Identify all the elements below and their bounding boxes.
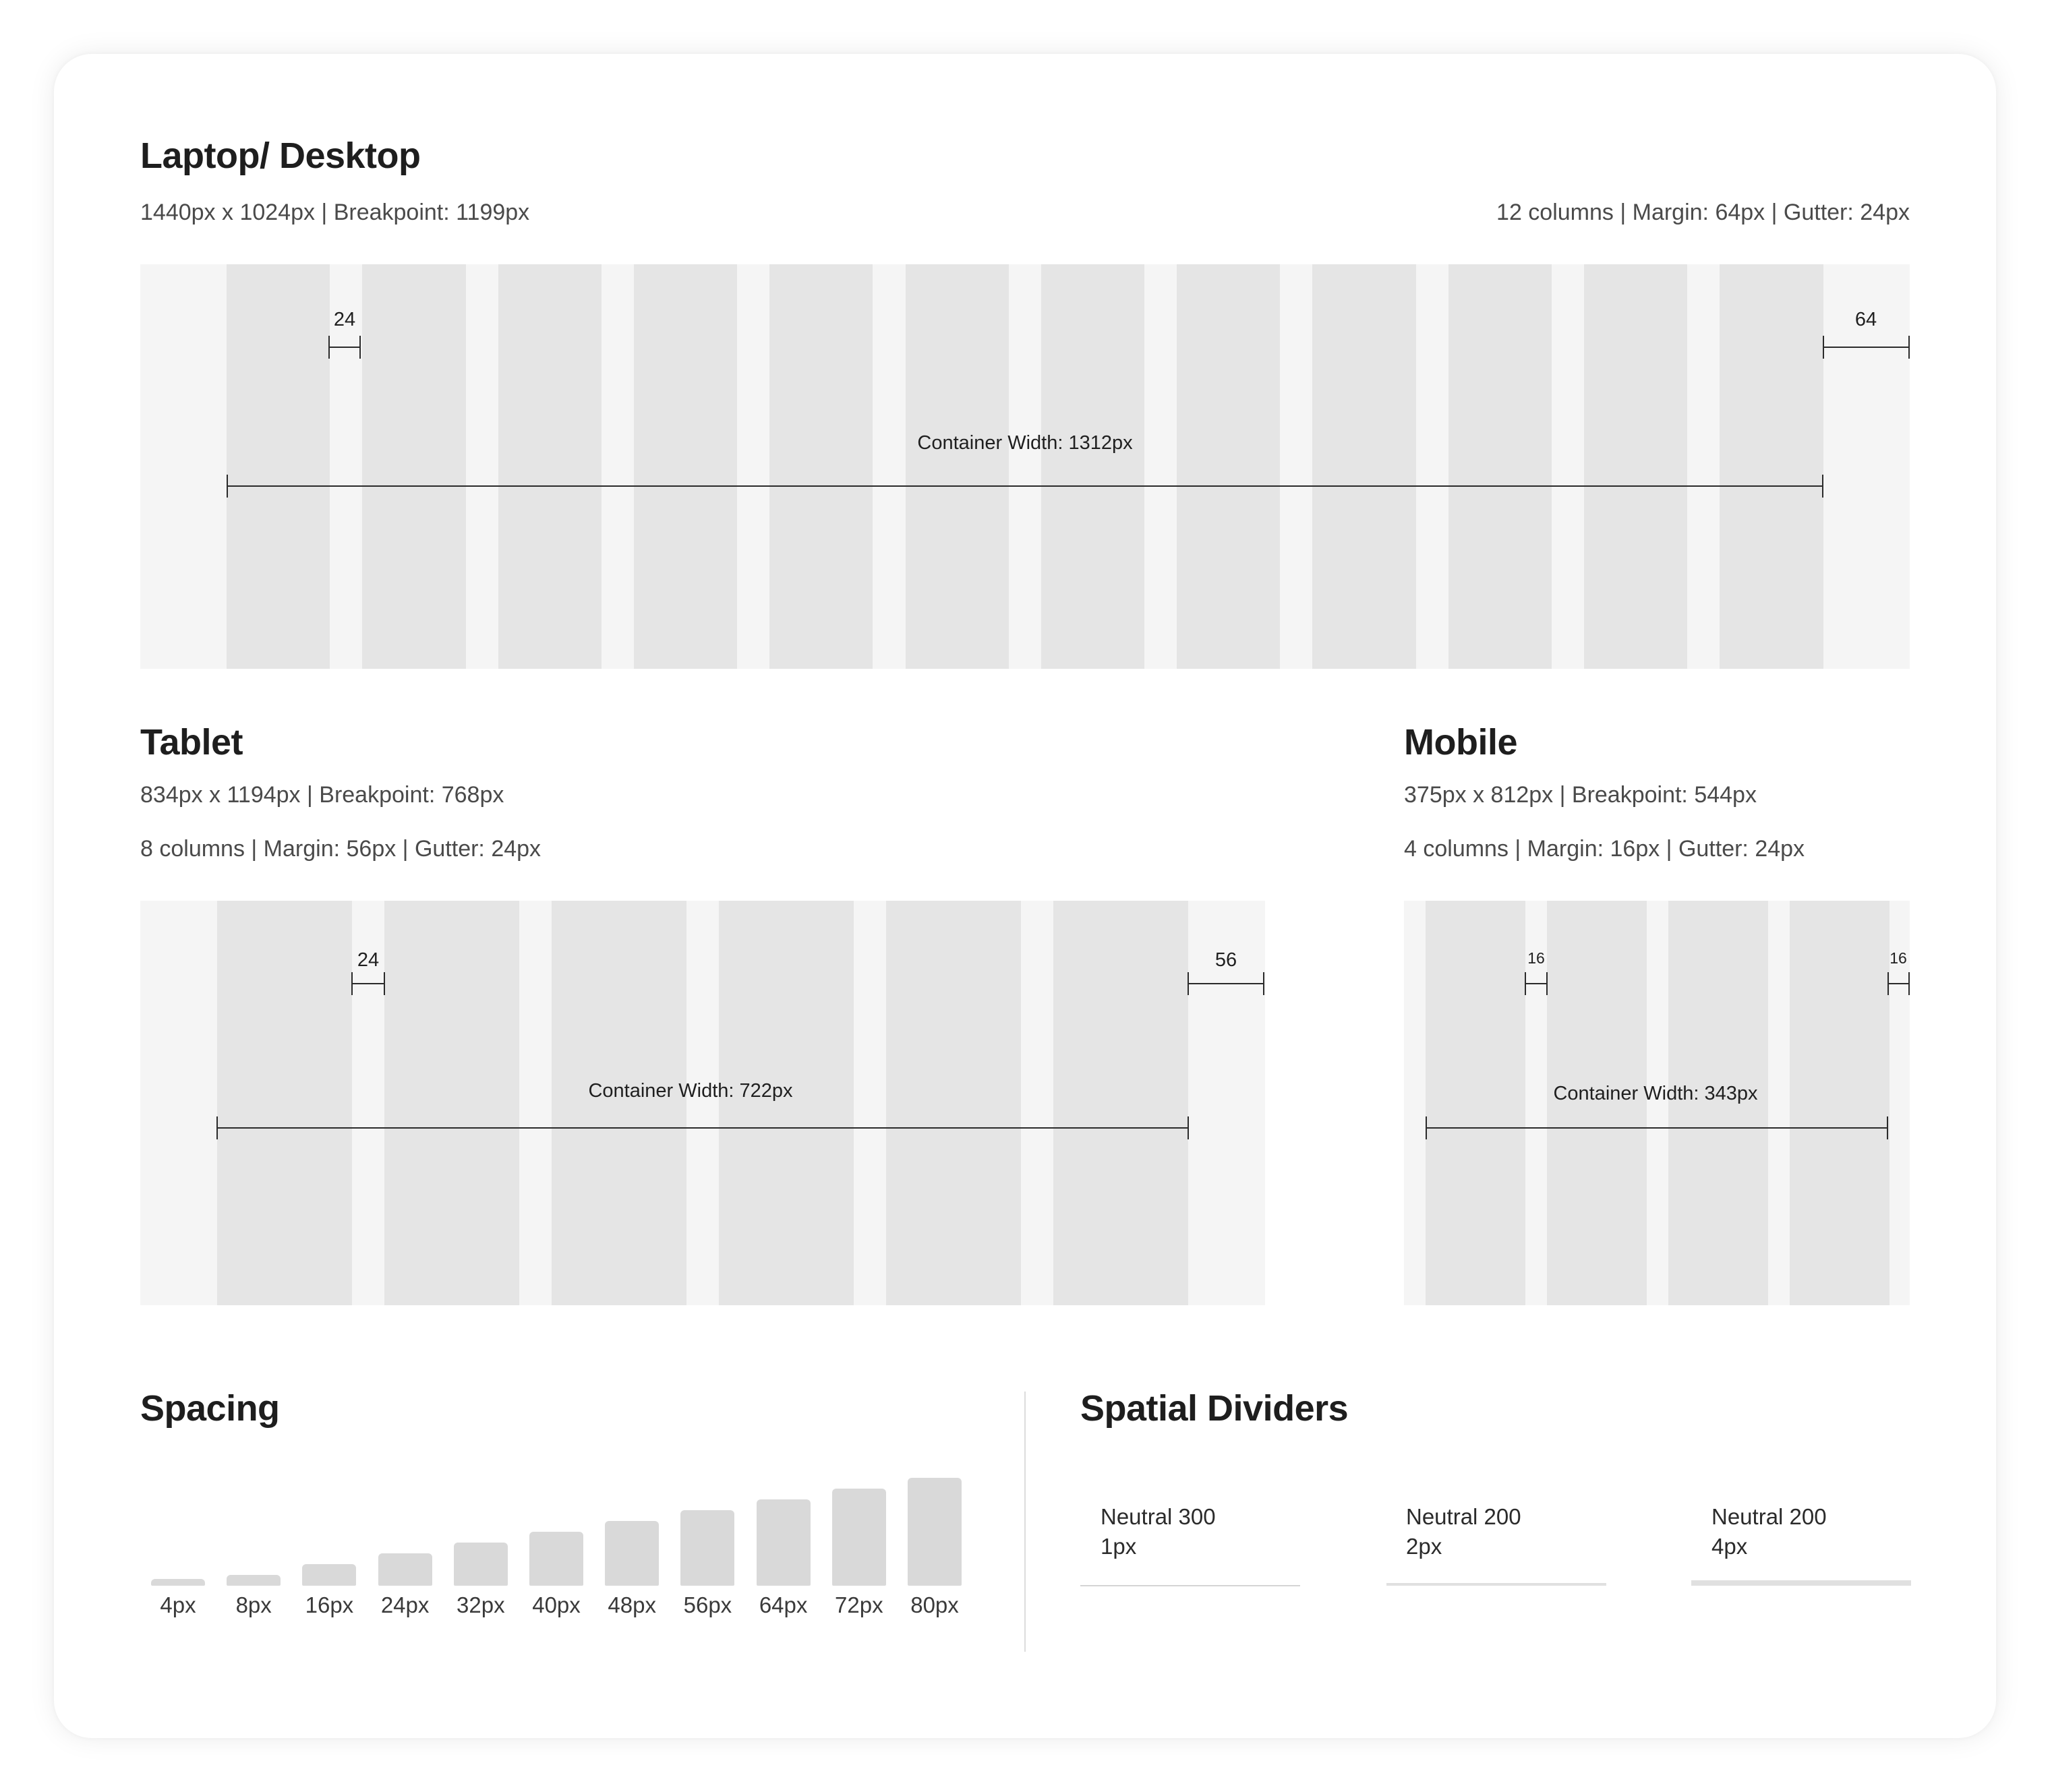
- laptop-margin-label: 64: [1854, 309, 1877, 330]
- spacing-label-4px: 4px: [160, 1592, 196, 1617]
- divider-3-weight: 4px: [1711, 1534, 1748, 1559]
- divider-2-weight: 2px: [1406, 1534, 1442, 1559]
- tablet-grid-preview: [140, 901, 1265, 1305]
- divider-1-sample: [1080, 1585, 1300, 1586]
- laptop-column-2: [362, 264, 465, 669]
- divider-3-name: Neutral 200: [1711, 1504, 1827, 1529]
- tablet-size-text: 834px x 1194px | Breakpoint: 768px: [140, 782, 504, 808]
- laptop-gutter-label: 24: [333, 309, 356, 330]
- spacing-label-16px: 16px: [305, 1592, 354, 1617]
- spacing-bar-32px: [454, 1543, 508, 1586]
- tablet-column-6: [1053, 901, 1188, 1305]
- laptop-column-6: [906, 264, 1009, 669]
- laptop-column-12: [1720, 264, 1823, 669]
- spacing-bar-80px: [908, 1478, 962, 1586]
- divider-2-sample: [1386, 1583, 1606, 1586]
- spacing-bar-24px: [378, 1553, 432, 1586]
- mobile-column-4: [1790, 901, 1890, 1305]
- spatial-dividers-title: Spatial Dividers: [1080, 1388, 1349, 1429]
- spacing-label-64px: 64px: [759, 1592, 808, 1617]
- tablet-container-measure: [216, 1127, 1189, 1129]
- tablet-column-2: [384, 901, 519, 1305]
- mobile-container-label: Container Width: 343px: [1553, 1083, 1758, 1104]
- spacing-bar-40px: [529, 1532, 583, 1586]
- laptop-margin-measure: [1823, 347, 1910, 348]
- mobile-container-measure: [1426, 1127, 1888, 1129]
- tablet-margin-measure: [1188, 983, 1264, 984]
- spacing-label-48px: 48px: [608, 1592, 656, 1617]
- laptop-grid-preview: [140, 264, 1910, 669]
- divider-2-name: Neutral 200: [1406, 1504, 1521, 1529]
- spacing-label-40px: 40px: [532, 1592, 581, 1617]
- tablet-title: Tablet: [140, 722, 243, 763]
- tablet-container-label: Container Width: 722px: [588, 1080, 793, 1102]
- tablet-gutter-measure: [351, 983, 385, 984]
- spacing-bar-16px: [302, 1564, 356, 1586]
- spacing-bar-72px: [832, 1489, 886, 1586]
- tablet-column-3: [552, 901, 686, 1305]
- laptop-title: Laptop/ Desktop: [140, 136, 421, 176]
- laptop-size-text: 1440px x 1024px | Breakpoint: 1199px: [140, 200, 530, 225]
- mobile-margin-label: 16: [1890, 949, 1907, 967]
- laptop-container-label: Container Width: 1312px: [917, 432, 1133, 454]
- laptop-container-measure: [227, 485, 1823, 487]
- tablet-margin-label: 56: [1214, 949, 1237, 971]
- mobile-column-1: [1426, 901, 1525, 1305]
- spacing-bar-56px: [680, 1510, 734, 1586]
- spacing-bar-48px: [605, 1521, 659, 1586]
- laptop-column-10: [1448, 264, 1552, 669]
- laptop-column-8: [1177, 264, 1280, 669]
- tablet-grid-text: 8 columns | Margin: 56px | Gutter: 24px: [140, 836, 541, 862]
- laptop-gutter-measure: [328, 347, 361, 348]
- mobile-gutter-measure: [1525, 983, 1548, 984]
- laptop-grid-text: 12 columns | Margin: 64px | Gutter: 24px: [1496, 200, 1910, 225]
- laptop-column-3: [498, 264, 602, 669]
- spacing-label-80px: 80px: [910, 1592, 959, 1617]
- divider-1-weight: 1px: [1101, 1534, 1137, 1559]
- section-divider: [1024, 1392, 1026, 1652]
- laptop-column-11: [1584, 264, 1687, 669]
- spacing-title: Spacing: [140, 1388, 280, 1429]
- divider-1-name: Neutral 300: [1101, 1504, 1216, 1529]
- tablet-column-1: [217, 901, 352, 1305]
- laptop-column-5: [769, 264, 873, 669]
- spacing-label-56px: 56px: [683, 1592, 732, 1617]
- spacing-label-24px: 24px: [380, 1592, 430, 1617]
- divider-3-sample: [1691, 1580, 1911, 1586]
- tablet-column-5: [886, 901, 1021, 1305]
- laptop-column-7: [1041, 264, 1144, 669]
- tablet-column-4: [719, 901, 854, 1305]
- mobile-size-text: 375px x 812px | Breakpoint: 544px: [1404, 782, 1757, 808]
- spacing-label-8px: 8px: [235, 1592, 272, 1617]
- laptop-column-9: [1312, 264, 1415, 669]
- laptop-column-4: [634, 264, 737, 669]
- spacing-bar-4px: [151, 1579, 205, 1586]
- spacing-label-32px: 32px: [457, 1592, 505, 1617]
- mobile-title: Mobile: [1404, 722, 1517, 763]
- mobile-grid-text: 4 columns | Margin: 16px | Gutter: 24px: [1404, 836, 1805, 862]
- tablet-gutter-label: 24: [357, 949, 380, 971]
- spacing-bar-8px: [227, 1575, 281, 1586]
- spacing-label-72px: 72px: [835, 1592, 883, 1617]
- spacing-bar-64px: [757, 1499, 811, 1586]
- mobile-margin-measure: [1887, 983, 1910, 984]
- laptop-column-1: [227, 264, 330, 669]
- mobile-gutter-label: 16: [1527, 949, 1545, 967]
